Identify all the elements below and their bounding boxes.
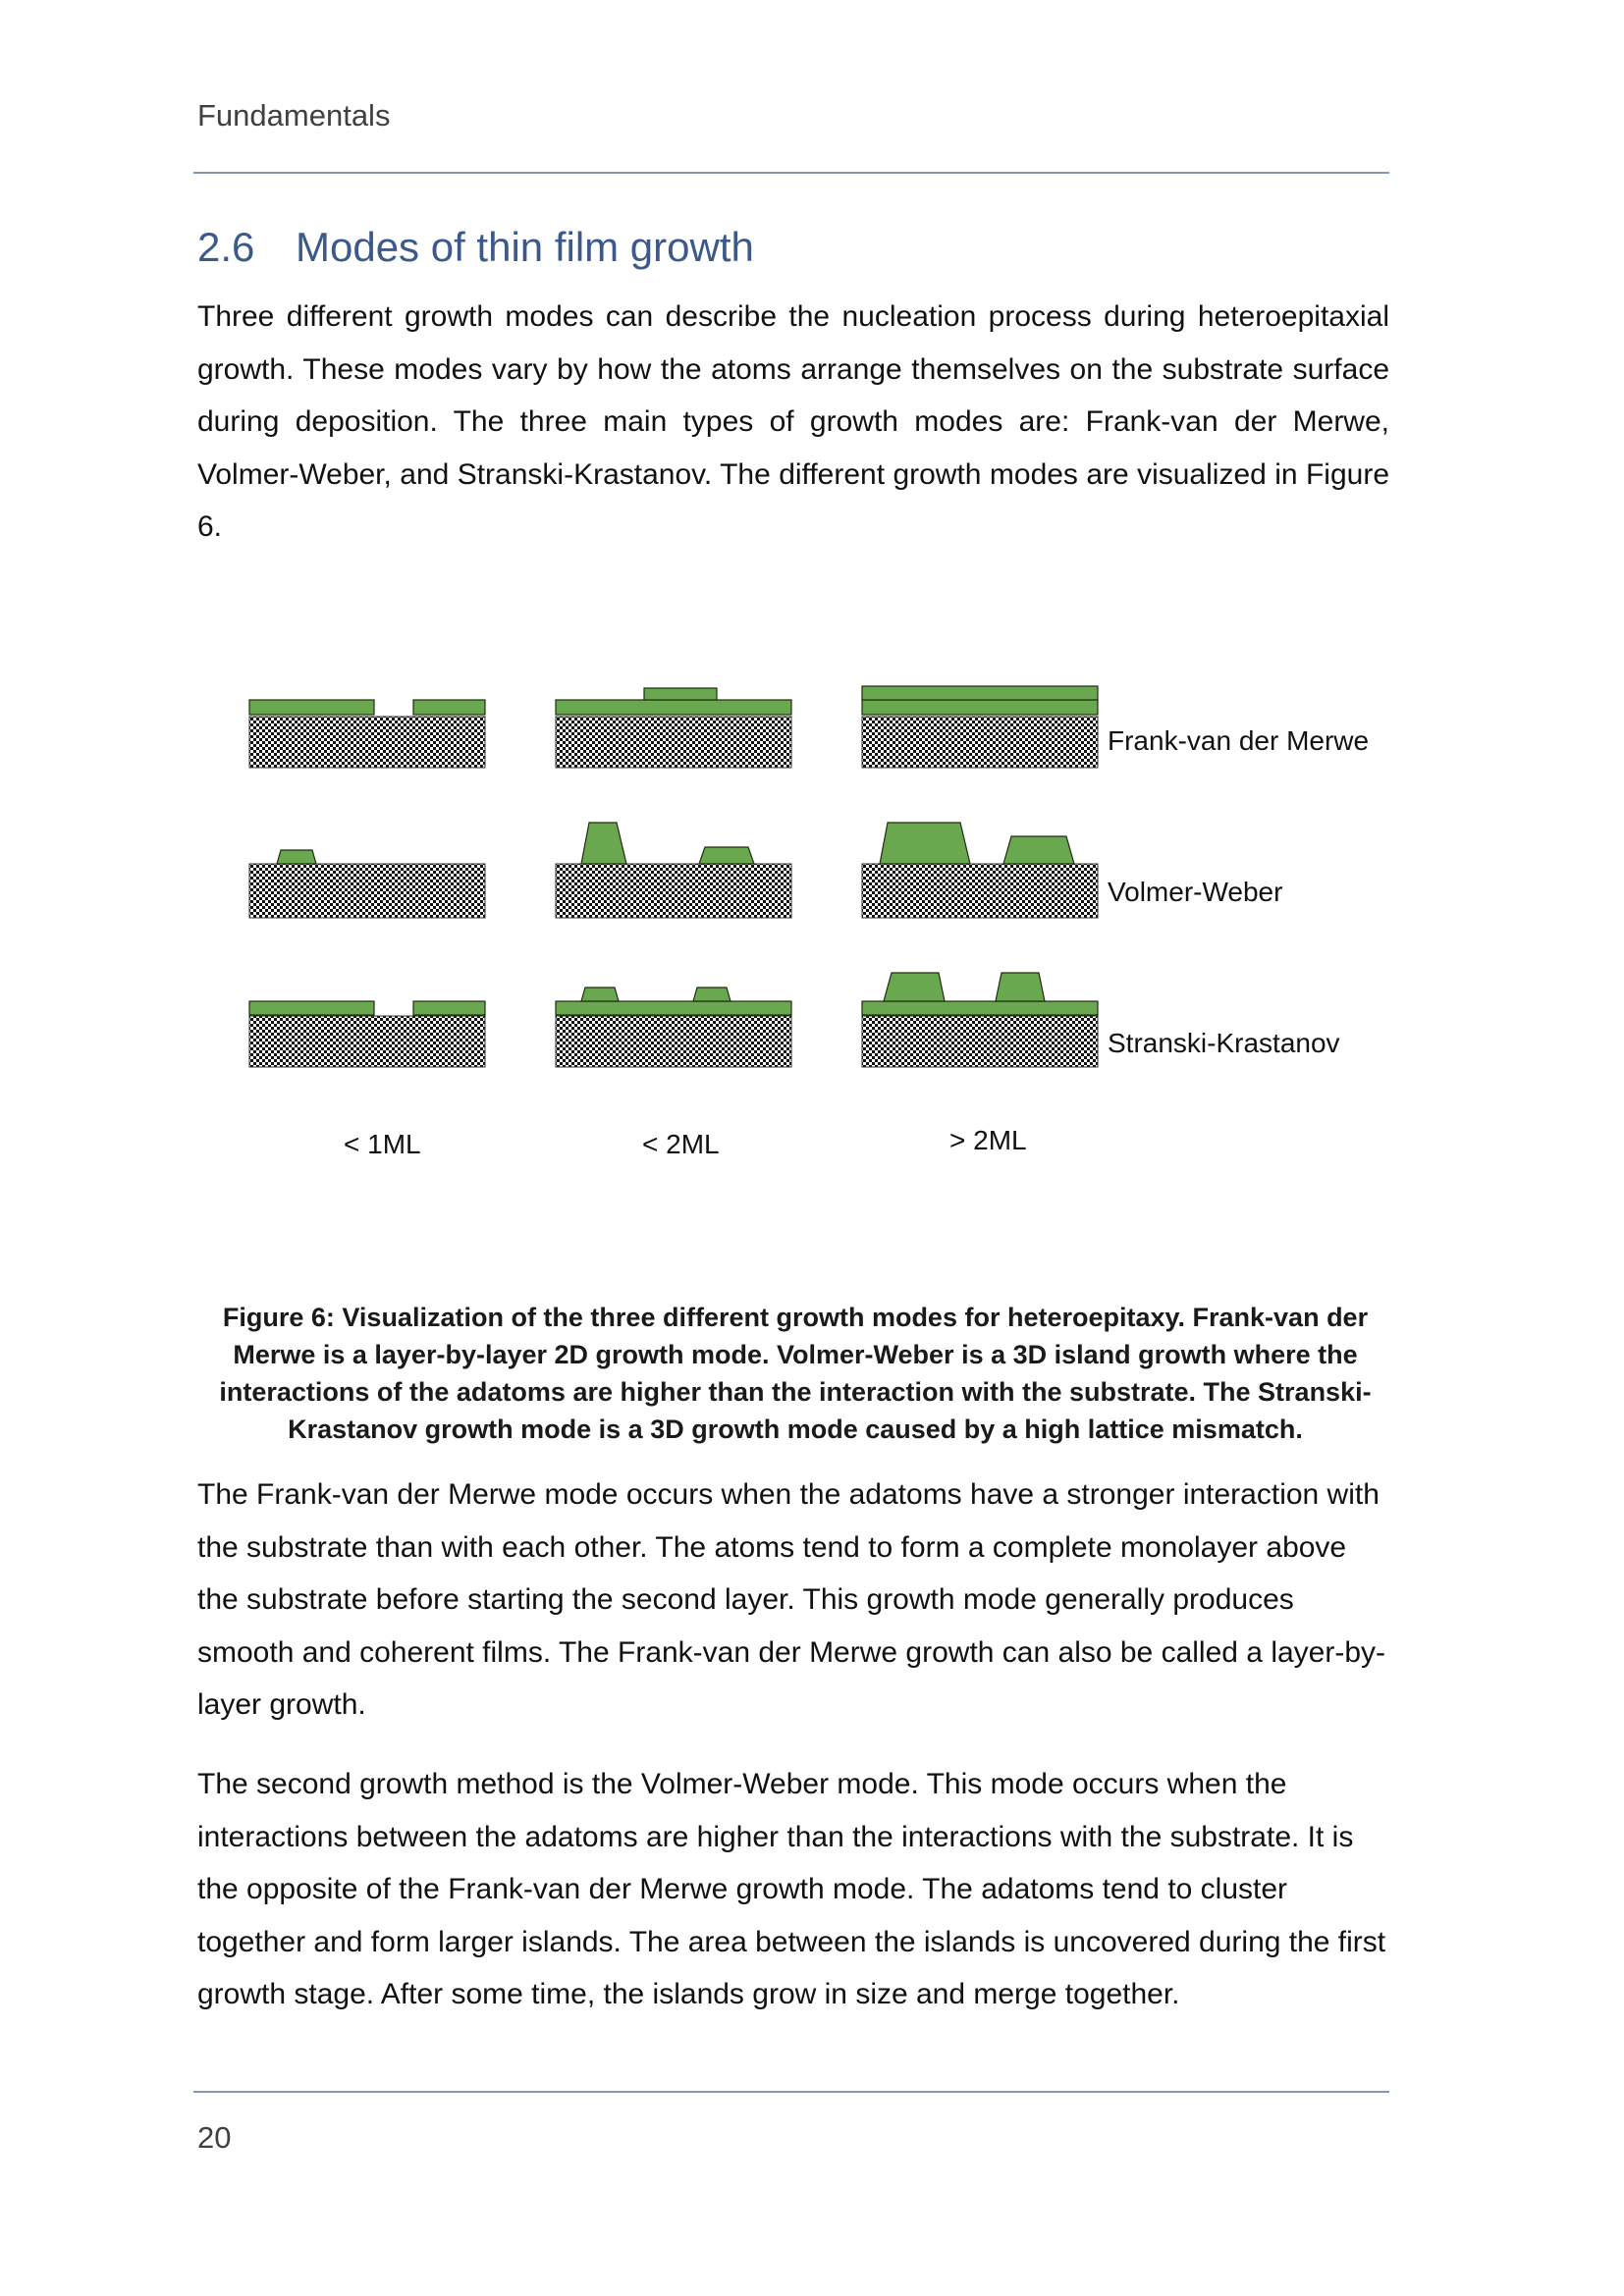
island (693, 988, 731, 1001)
substrate (249, 864, 485, 918)
island (277, 850, 316, 864)
substrate (556, 1016, 791, 1067)
island (996, 973, 1045, 1001)
intro-paragraph: Three different growth modes can describe the nucleation process during heteroepitaxial growth. These modes vary by how the atoms arrange themselves on the substrate surface during deposition. The three main types of growth modes are: Frank-van der Merwe, Volmer-Weber, and Stranski-Krastanov. The different growth modes are visualized in Figure 6. (197, 300, 1389, 543)
row-volmer-weber (249, 823, 1282, 918)
substrate (556, 864, 791, 918)
film-layer (556, 1001, 791, 1015)
frank-van-der-merwe-paragraph: The Frank-van der Merwe mode occurs when the adatoms have a stronger interaction with the substrate than with each other. The atoms tend to form a complete monolayer above the substrate before starting the second layer. This growth mode generally produces smooth and coherent films. The Frank-van der Merwe growth can also be called a layer-by-layer growth. (197, 1478, 1386, 1721)
growth-modes-diagram (236, 667, 1394, 1178)
film-layer (413, 700, 485, 715)
film-layer (413, 1001, 485, 1015)
row-stranski-krastanov (249, 973, 1340, 1067)
substrate (249, 717, 485, 768)
substrate (249, 1016, 485, 1067)
volmer-weber-paragraph: The second growth method is the Volmer-Weber mode. This mode occurs when the interactions between the adatoms are higher than the interactions with the substrate. It is the opposite of the Frank-van der Merwe growth mode. The adatoms tend to cluster together and form larger islands. The area between the islands is uncovered during the first growth stage. After some time, the islands grow in size and merge together. (197, 1768, 1386, 2010)
row-label: Volmer-Weber (1108, 877, 1283, 907)
section-title: Modes of thin film growth (296, 224, 754, 270)
header-rule (193, 172, 1389, 174)
island (1003, 836, 1074, 864)
film-layer (862, 1001, 1098, 1015)
page-number: 20 (197, 2120, 232, 2155)
section-heading (197, 224, 754, 271)
substrate (862, 717, 1098, 768)
growth-modes-figure (236, 667, 1394, 1178)
film-layer (862, 686, 1098, 700)
film-layer (644, 688, 717, 700)
film-layer (556, 700, 791, 715)
running-header: Fundamentals (197, 98, 391, 133)
row-label: Frank-van der Merwe (1108, 725, 1370, 756)
substrate (862, 864, 1098, 918)
film-layer (862, 700, 1098, 715)
island (699, 847, 754, 864)
film-layer (249, 1001, 374, 1015)
island (884, 973, 945, 1001)
column-label: > 2ML (949, 1125, 1027, 1155)
figure-caption: Figure 6: Visualization of the three different growth modes for heteroepitaxy. Frank-van der Merwe is a layer-by-layer 2D growth mode. Volmer-Weber is a 3D island growth where the interactions of the adatoms are higher than the interaction with the substrate. The Stranski-Krastanov growth mode is a 3D growth mode caused by a high lattice mismatch. (219, 1303, 1372, 1444)
film-layer (249, 700, 374, 715)
footer-rule (193, 2091, 1389, 2093)
row-label: Stranski-Krastanov (1108, 1028, 1340, 1058)
column-label: < 2ML (642, 1129, 720, 1159)
substrate (556, 717, 791, 768)
section-number: 2.6 (197, 224, 255, 270)
island (581, 988, 619, 1001)
substrate (862, 1016, 1098, 1067)
column-label: < 1ML (344, 1129, 421, 1159)
row-frank-van-der-merwe (249, 686, 1369, 768)
island (581, 823, 626, 864)
island (880, 823, 970, 864)
